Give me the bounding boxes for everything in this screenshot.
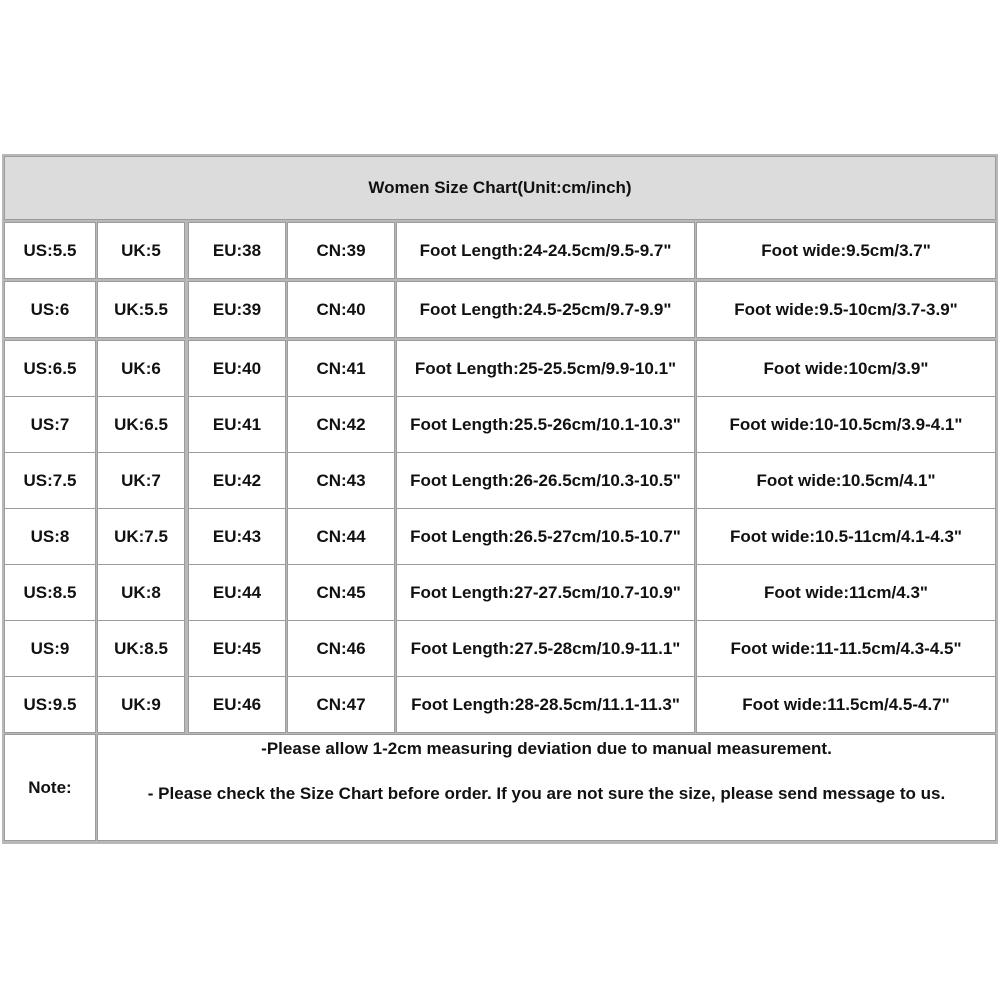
uk-size-cell: UK:8 xyxy=(97,564,185,621)
foot-length-cell: Foot Length:26-26.5cm/10.3-10.5" xyxy=(396,452,695,509)
foot-length-cell: Foot Length:25.5-26cm/10.1-10.3" xyxy=(396,396,695,453)
us-size-cell: US:8 xyxy=(4,508,96,565)
cn-size-cell: CN:46 xyxy=(287,620,395,677)
note-line-check-chart: - Please check the Size Chart before order. If you are not sure the size, please send message to us. xyxy=(147,784,946,803)
eu-size-cell: EU:45 xyxy=(188,620,286,677)
foot-length-cell: Foot Length:25-25.5cm/9.9-10.1" xyxy=(396,340,695,397)
uk-size-cell: UK:7 xyxy=(97,452,185,509)
cn-size-cell: CN:39 xyxy=(287,222,395,279)
foot-width-cell: Foot wide:11.5cm/4.5-4.7" xyxy=(696,676,996,733)
uk-size-cell: UK:5.5 xyxy=(97,281,185,338)
eu-size-cell: EU:38 xyxy=(188,222,286,279)
foot-width-cell: Foot wide:10cm/3.9" xyxy=(696,340,996,397)
foot-width-cell: Foot wide:11cm/4.3" xyxy=(696,564,996,621)
uk-size-cell: UK:5 xyxy=(97,222,185,279)
foot-length-cell: Foot Length:24.5-25cm/9.7-9.9" xyxy=(396,281,695,338)
note-text xyxy=(97,734,996,841)
cn-size-cell: CN:41 xyxy=(287,340,395,397)
us-size-cell: US:8.5 xyxy=(4,564,96,621)
us-size-cell: US:9.5 xyxy=(4,676,96,733)
us-size-cell: US:5.5 xyxy=(4,222,96,279)
us-size-cell: US:7.5 xyxy=(4,452,96,509)
foot-length-cell: Foot Length:27-27.5cm/10.7-10.9" xyxy=(396,564,695,621)
eu-size-cell: EU:41 xyxy=(188,396,286,453)
uk-size-cell: UK:7.5 xyxy=(97,508,185,565)
eu-size-cell: EU:44 xyxy=(188,564,286,621)
us-size-cell: US:6.5 xyxy=(4,340,96,397)
foot-width-cell: Foot wide:10.5cm/4.1" xyxy=(696,452,996,509)
eu-size-cell: EU:39 xyxy=(188,281,286,338)
us-size-cell: US:6 xyxy=(4,281,96,338)
foot-width-cell: Foot wide:11-11.5cm/4.3-4.5" xyxy=(696,620,996,677)
foot-length-cell: Foot Length:24-24.5cm/9.5-9.7" xyxy=(396,222,695,279)
note-line-measurement: -Please allow 1-2cm measuring deviation due to manual measurement. xyxy=(261,739,832,758)
eu-size-cell: EU:40 xyxy=(188,340,286,397)
cn-size-cell: CN:45 xyxy=(287,564,395,621)
foot-width-cell: Foot wide:9.5-10cm/3.7-3.9" xyxy=(696,281,996,338)
foot-length-cell: Foot Length:26.5-27cm/10.5-10.7" xyxy=(396,508,695,565)
foot-width-cell: Foot wide:9.5cm/3.7" xyxy=(696,222,996,279)
eu-size-cell: EU:43 xyxy=(188,508,286,565)
foot-width-cell: Foot wide:10-10.5cm/3.9-4.1" xyxy=(696,396,996,453)
foot-length-cell: Foot Length:28-28.5cm/11.1-11.3" xyxy=(396,676,695,733)
foot-length-cell: Foot Length:27.5-28cm/10.9-11.1" xyxy=(396,620,695,677)
note-label: Note: xyxy=(4,734,96,841)
eu-size-cell: EU:42 xyxy=(188,452,286,509)
us-size-cell: US:7 xyxy=(4,396,96,453)
cn-size-cell: CN:47 xyxy=(287,676,395,733)
chart-title: Women Size Chart(Unit:cm/inch) xyxy=(4,156,996,220)
uk-size-cell: UK:6 xyxy=(97,340,185,397)
eu-size-cell: EU:46 xyxy=(188,676,286,733)
cn-size-cell: CN:44 xyxy=(287,508,395,565)
uk-size-cell: UK:8.5 xyxy=(97,620,185,677)
cn-size-cell: CN:42 xyxy=(287,396,395,453)
size-chart-table xyxy=(2,154,998,844)
us-size-cell: US:9 xyxy=(4,620,96,677)
uk-size-cell: UK:9 xyxy=(97,676,185,733)
cn-size-cell: CN:40 xyxy=(287,281,395,338)
foot-width-cell: Foot wide:10.5-11cm/4.1-4.3" xyxy=(696,508,996,565)
cn-size-cell: CN:43 xyxy=(287,452,395,509)
uk-size-cell: UK:6.5 xyxy=(97,396,185,453)
